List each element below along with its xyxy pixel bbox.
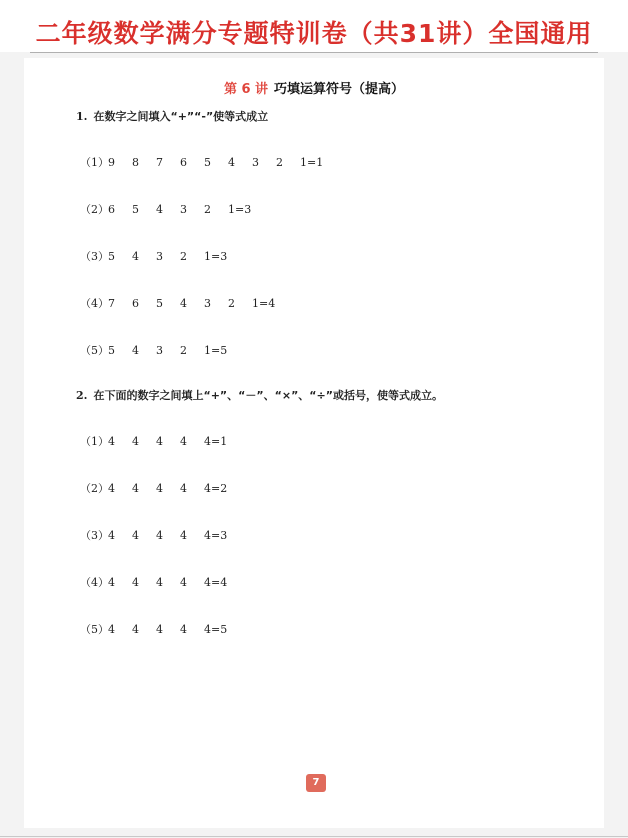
number-token: 4 bbox=[180, 623, 187, 636]
number-token: 6 bbox=[108, 203, 115, 216]
q1-item-1 bbox=[80, 154, 323, 170]
q2-item-5 bbox=[80, 621, 227, 637]
equation-result: 4=5 bbox=[204, 623, 228, 636]
equation-result: 4=3 bbox=[204, 529, 228, 542]
lesson-number: 第 6 讲 bbox=[223, 82, 269, 97]
item-label: （2） bbox=[80, 203, 109, 216]
item-label: （1） bbox=[80, 156, 109, 169]
number-token: 3 bbox=[156, 344, 163, 357]
number-token: 2 bbox=[276, 156, 283, 169]
item-label: （3） bbox=[80, 529, 109, 542]
number-token: 5 bbox=[108, 250, 115, 263]
header-bar bbox=[0, 0, 628, 52]
item-label: （2） bbox=[80, 482, 109, 495]
item-label: （3） bbox=[80, 250, 109, 263]
number-token: 4 bbox=[132, 482, 139, 495]
q2-item-3 bbox=[80, 527, 227, 543]
number-token: 4 bbox=[156, 576, 163, 589]
q1-item-5 bbox=[80, 342, 227, 358]
lesson-name: 巧填运算符号（提高） bbox=[274, 82, 405, 97]
number-token: 7 bbox=[108, 297, 115, 310]
number-token: 4 bbox=[132, 344, 139, 357]
q1-item-2 bbox=[80, 201, 251, 217]
question-2-prompt: 在下面的数字之间填上“+”、“－”、“×”、“÷”或括号，使等式成立。 bbox=[93, 389, 443, 402]
q1-item-3 bbox=[80, 248, 227, 264]
number-token: 4 bbox=[180, 529, 187, 542]
number-token: 4 bbox=[108, 529, 115, 542]
question-1-number: 1. bbox=[76, 110, 88, 123]
item-label: （4） bbox=[80, 576, 109, 589]
q1-item-4 bbox=[80, 295, 275, 311]
item-label: （1） bbox=[80, 435, 109, 448]
number-token: 7 bbox=[156, 156, 163, 169]
number-token: 4 bbox=[156, 203, 163, 216]
number-token: 6 bbox=[180, 156, 187, 169]
number-token: 3 bbox=[180, 203, 187, 216]
number-token: 4 bbox=[108, 435, 115, 448]
header-divider bbox=[30, 52, 598, 53]
number-token: 4 bbox=[180, 482, 187, 495]
number-token: 5 bbox=[108, 344, 115, 357]
number-token: 4 bbox=[180, 576, 187, 589]
number-token: 6 bbox=[132, 297, 139, 310]
number-token: 2 bbox=[180, 250, 187, 263]
number-token: 3 bbox=[156, 250, 163, 263]
number-token: 4 bbox=[156, 482, 163, 495]
equation-result: 1=3 bbox=[204, 250, 228, 263]
worksheet-page bbox=[24, 58, 604, 828]
q2-item-1 bbox=[80, 433, 227, 449]
equation-result: 1=1 bbox=[300, 156, 324, 169]
question-1-prompt: 在数字之间填入“+”“-”使等式成立 bbox=[93, 110, 269, 123]
equation-result: 1=3 bbox=[228, 203, 252, 216]
bottom-divider bbox=[0, 836, 628, 837]
number-token: 3 bbox=[204, 297, 211, 310]
item-label: （5） bbox=[80, 344, 109, 357]
equation-result: 4=2 bbox=[204, 482, 228, 495]
banner-title: 二年级数学满分专题特训卷（共31讲）全国通用 bbox=[35, 19, 593, 48]
number-token: 4 bbox=[108, 576, 115, 589]
number-token: 5 bbox=[132, 203, 139, 216]
number-token: 4 bbox=[228, 156, 235, 169]
q2-item-4 bbox=[80, 574, 227, 590]
number-token: 4 bbox=[132, 250, 139, 263]
number-token: 3 bbox=[252, 156, 259, 169]
number-token: 9 bbox=[108, 156, 115, 169]
number-token: 4 bbox=[132, 576, 139, 589]
number-token: 4 bbox=[180, 435, 187, 448]
number-token: 2 bbox=[204, 203, 211, 216]
item-label: （5） bbox=[80, 623, 109, 636]
equation-result: 4=1 bbox=[204, 435, 228, 448]
number-token: 5 bbox=[204, 156, 211, 169]
equation-result: 4=4 bbox=[204, 576, 228, 589]
number-token: 2 bbox=[180, 344, 187, 357]
page-number: 7 bbox=[306, 774, 326, 792]
number-token: 4 bbox=[156, 529, 163, 542]
number-token: 4 bbox=[180, 297, 187, 310]
question-1-heading bbox=[76, 108, 268, 124]
equation-result: 1=5 bbox=[204, 344, 228, 357]
number-token: 4 bbox=[156, 623, 163, 636]
number-token: 4 bbox=[132, 435, 139, 448]
number-token: 4 bbox=[108, 623, 115, 636]
question-2-number: 2. bbox=[76, 389, 88, 402]
number-token: 2 bbox=[228, 297, 235, 310]
q2-item-2 bbox=[80, 480, 227, 496]
number-token: 4 bbox=[132, 623, 139, 636]
question-2-heading bbox=[76, 387, 443, 403]
lesson-title bbox=[24, 78, 604, 97]
item-label: （4） bbox=[80, 297, 109, 310]
number-token: 4 bbox=[132, 529, 139, 542]
number-token: 4 bbox=[108, 482, 115, 495]
number-token: 4 bbox=[156, 435, 163, 448]
number-token: 8 bbox=[132, 156, 139, 169]
equation-result: 1=4 bbox=[252, 297, 276, 310]
number-token: 5 bbox=[156, 297, 163, 310]
